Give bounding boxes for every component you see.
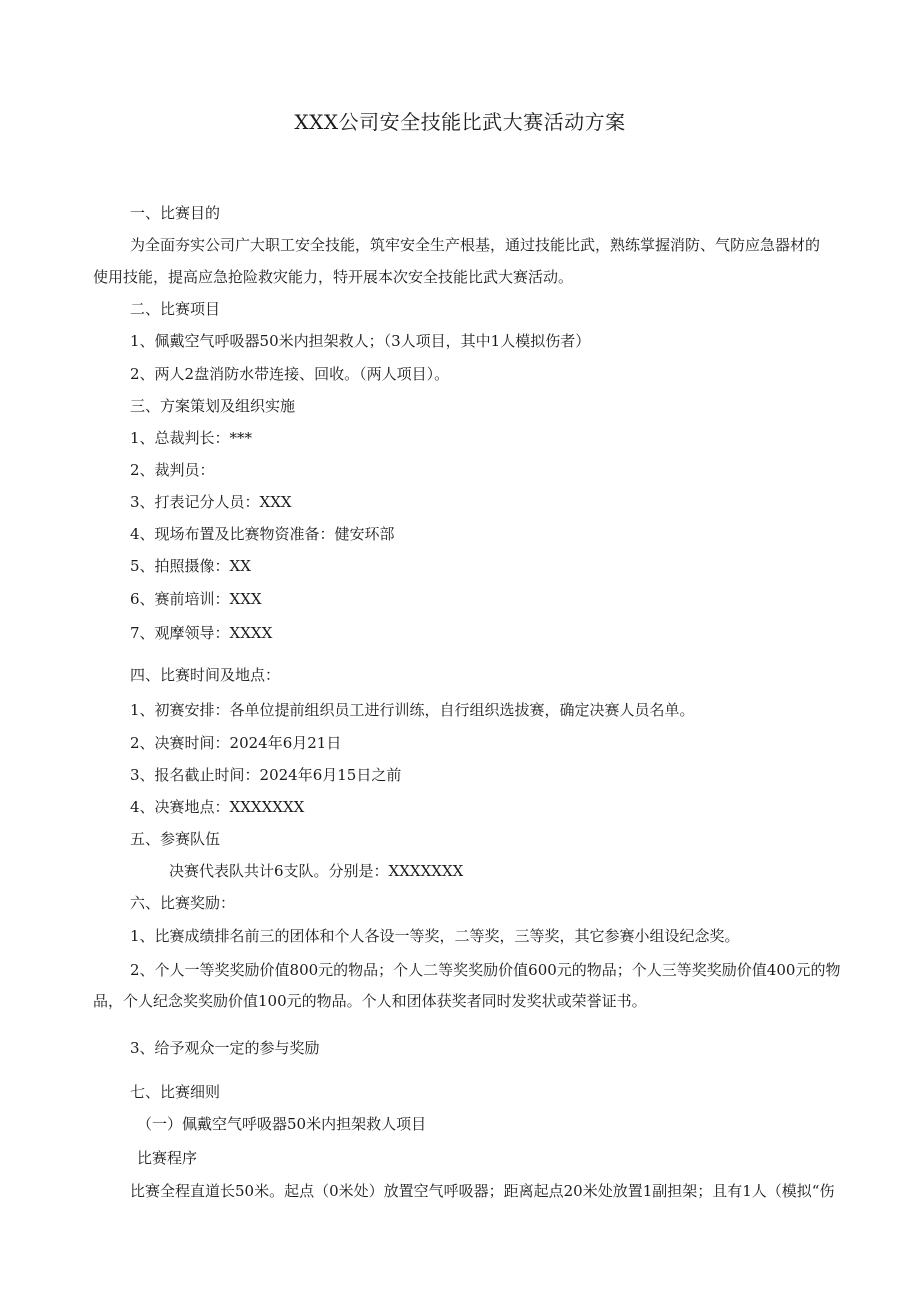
section-4-item-1: 1、初赛安排：各单位提前组织员工进行训练，自行组织选拔赛，确定决赛人员名单。: [130, 701, 695, 719]
section-3-item-1: 1、总裁判长：***: [130, 429, 253, 447]
section-3-heading: 三、方案策划及组织实施: [130, 397, 296, 415]
section-6-item-1: 1、比赛成绩排名前三的团体和个人各设一等奖，二等奖，三等奖，其它参赛小组设纪念奖。: [130, 927, 740, 945]
section-3-item-3: 3、打表记分人员：XXX: [130, 493, 292, 511]
section-1-paragraph-line-1: 为全面夯实公司广大职工安全技能，筑牢安全生产根基，通过技能比武，熟练掌握消防、气防应急器材的: [130, 236, 821, 254]
section-5-paragraph: 决赛代表队共计6支队。分别是：XXXXXXX: [169, 862, 464, 880]
section-2-item-2: 2、两人2盘消防水带连接、回收。（两人项目）。: [130, 365, 450, 383]
section-7-subsection-1-paragraph: 比赛全程直道长50米。起点（0米处）放置空气呼吸器；距离起点20米处放置1副担架；且有1人（模拟“伤: [130, 1182, 835, 1200]
section-3-item-4: 4、现场布置及比赛物资准备：健安环部: [130, 525, 395, 543]
section-1-heading: 一、比赛目的: [130, 204, 221, 222]
document-title: XXX公司安全技能比武大赛活动方案: [294, 110, 626, 134]
section-3-item-2: 2、裁判员：: [130, 461, 215, 479]
section-4-heading: 四、比赛时间及地点：: [130, 666, 281, 684]
section-2-item-1: 1、佩戴空气呼吸器50米内担架救人；（3人项目，其中1人模拟伤者）: [130, 332, 591, 350]
section-5-heading: 五、参赛队伍: [130, 830, 221, 848]
section-7-subsection-1-heading: 比赛程序: [137, 1149, 198, 1167]
section-3-item-5: 5、拍照摄像：XX: [130, 557, 251, 575]
section-3-item-6: 6、赛前培训：XXX: [130, 590, 262, 608]
section-6-item-2-line-1: 2、个人一等奖奖励价值800元的物品；个人二等奖奖励价值600元的物品；个人三等奖奖励价值400元的物: [130, 961, 841, 979]
section-2-heading: 二、比赛项目: [130, 300, 221, 318]
section-4-item-3: 3、报名截止时间：2024年6月15日之前: [130, 766, 402, 784]
section-1-paragraph-line-2: 使用技能，提高应急抢险救灾能力，特开展本次安全技能比武大赛活动。: [93, 268, 574, 286]
section-4-item-2: 2、决赛时间：2024年6月21日: [130, 734, 342, 752]
section-6-item-3: 3、给予观众一定的参与奖励: [130, 1039, 320, 1057]
section-7-subsection-1: （一）佩戴空气呼吸器50米内担架救人项目: [137, 1115, 427, 1133]
section-3-item-7: 7、观摩领导：XXXX: [130, 624, 273, 642]
section-7-heading: 七、比赛细则: [130, 1083, 221, 1101]
section-6-item-2-line-2: 品，个人纪念奖奖励价值100元的物品。个人和团体获奖者同时发奖状或荣誉证书。: [93, 992, 647, 1010]
section-6-heading: 六、比赛奖励：: [130, 894, 236, 912]
section-4-item-4: 4、决赛地点：XXXXXXX: [130, 798, 305, 816]
